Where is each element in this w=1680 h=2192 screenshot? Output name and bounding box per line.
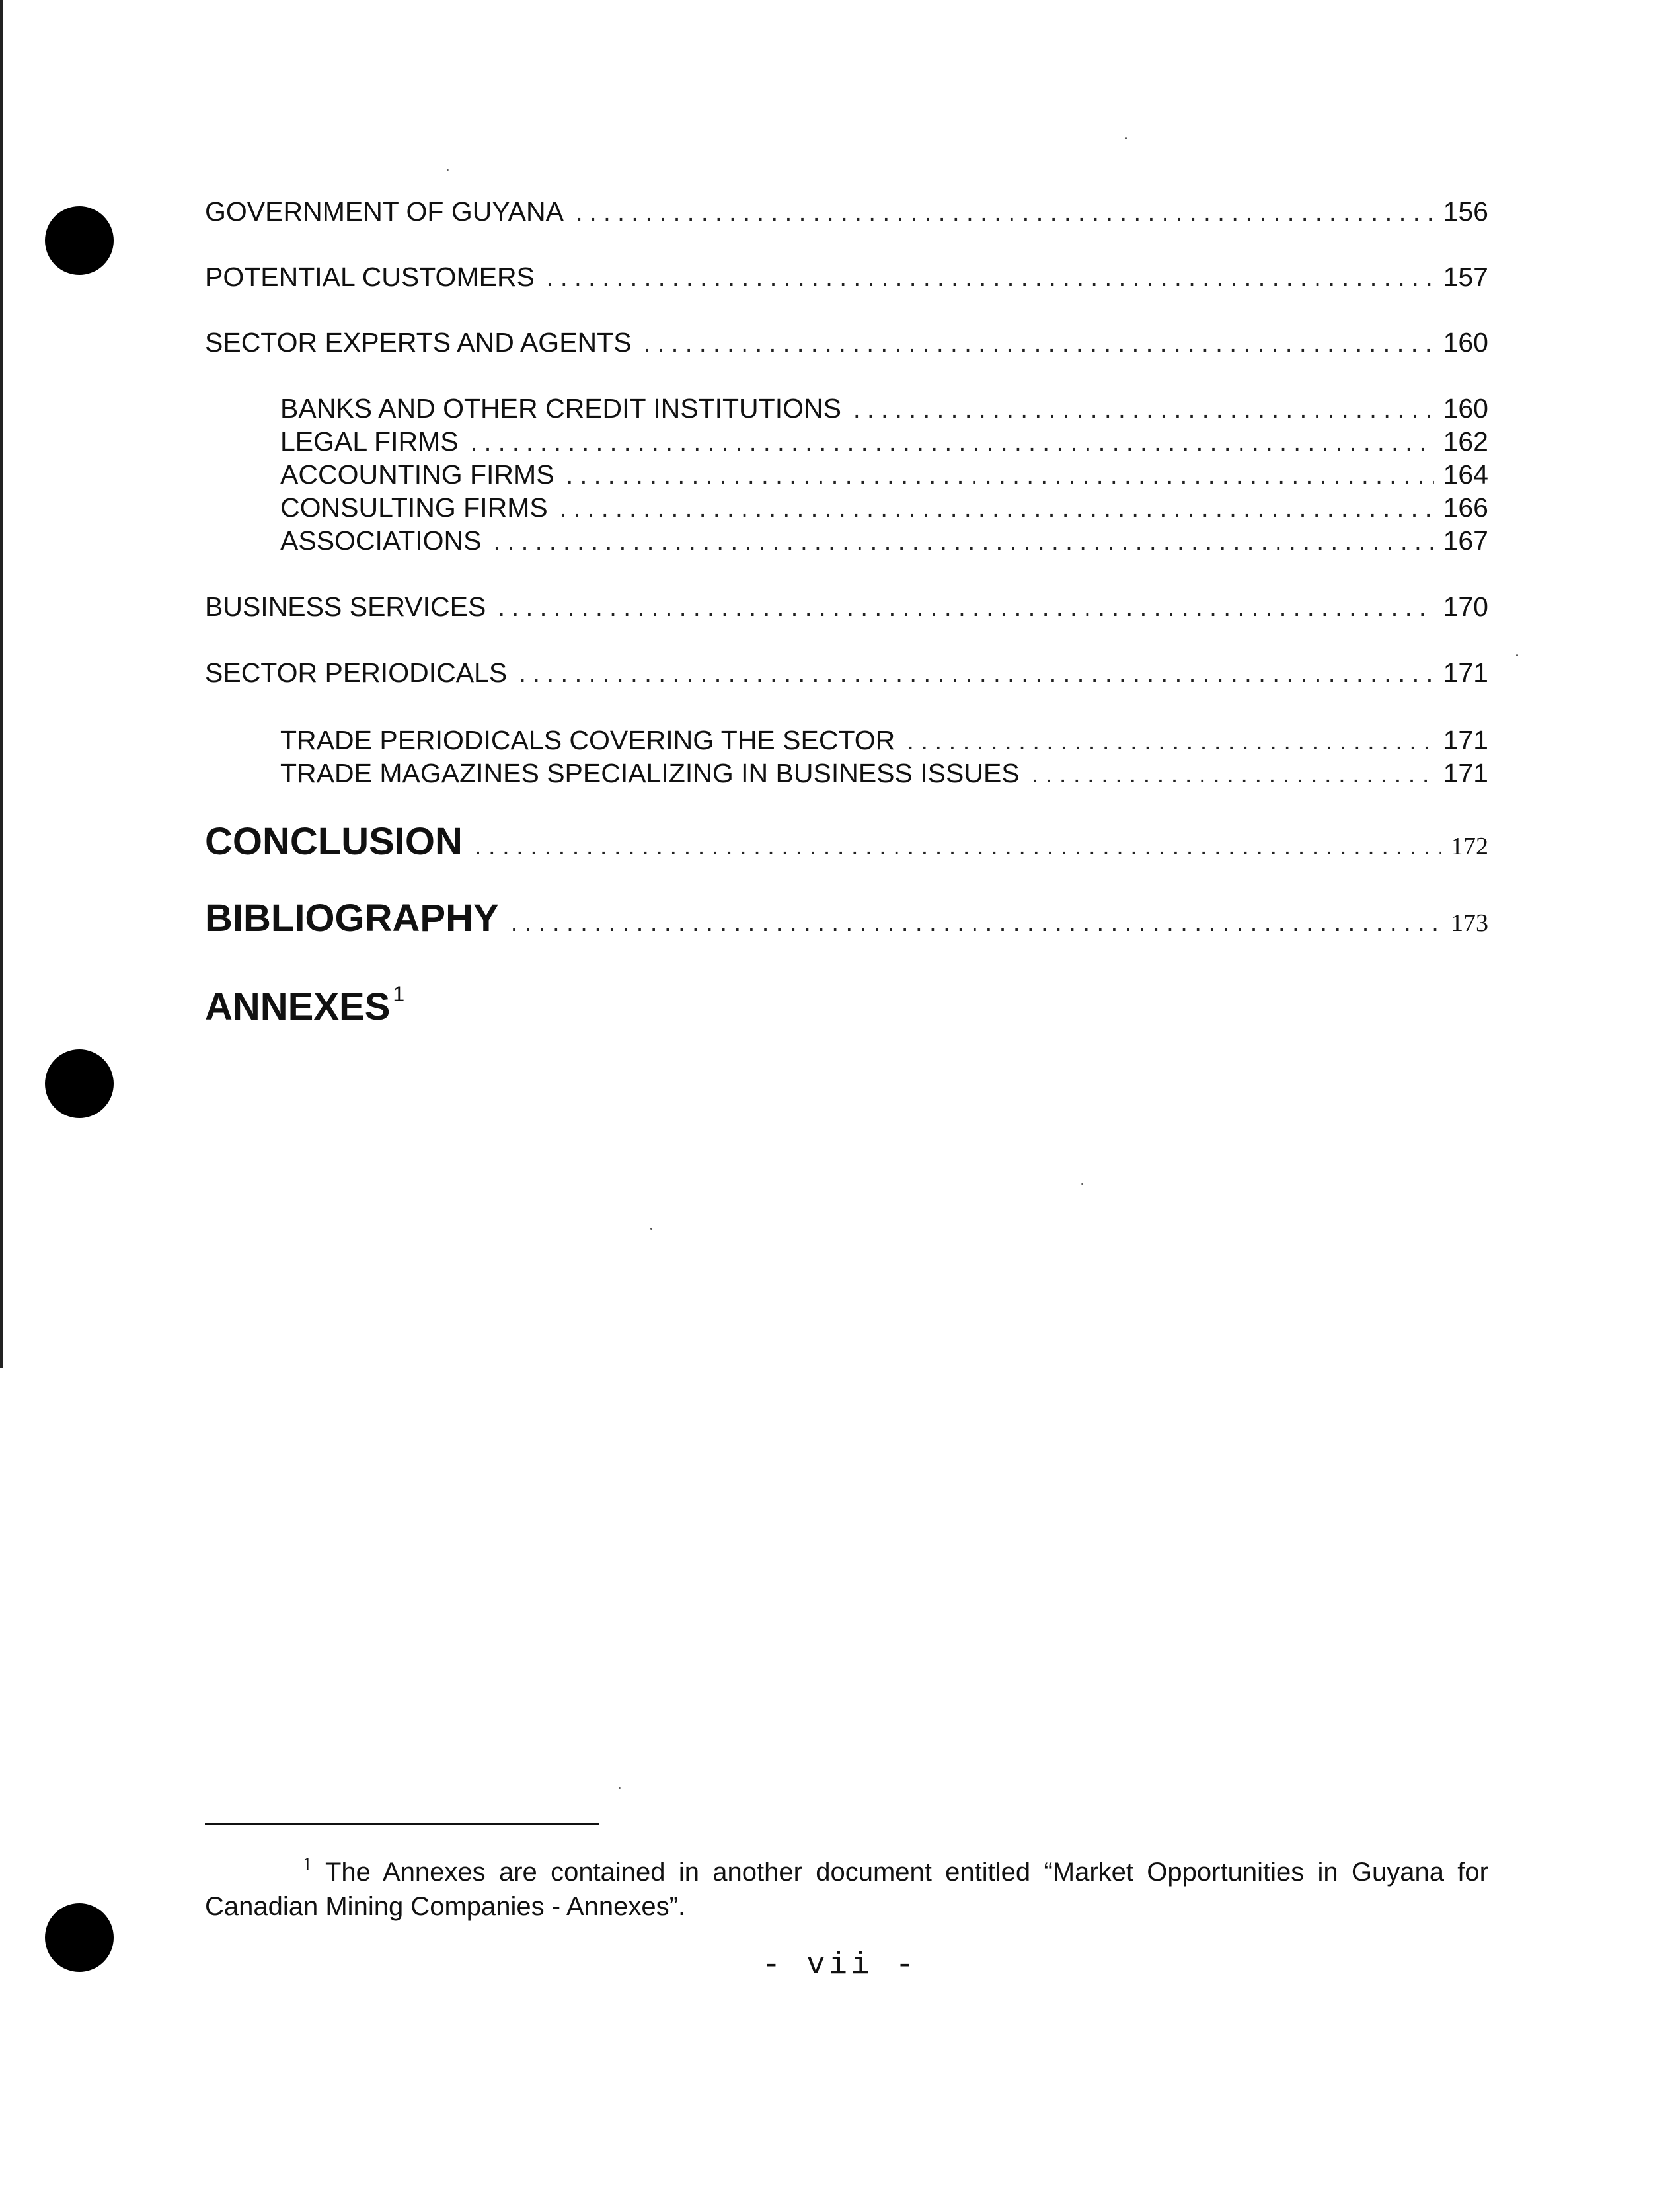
- toc-entry-page: 166: [1443, 492, 1488, 523]
- dot-leader: [547, 262, 1434, 294]
- scan-speck: [650, 1228, 652, 1230]
- dot-leader: [566, 460, 1434, 492]
- punch-hole: [45, 1049, 114, 1118]
- toc-entry: [205, 326, 1488, 359]
- scan-speck: [1125, 137, 1127, 139]
- dot-leader: [498, 592, 1433, 624]
- toc-chapter: [205, 819, 1488, 869]
- toc-subentry: [280, 492, 1488, 525]
- toc-entry: [205, 196, 1488, 229]
- dot-leader: [511, 901, 1441, 946]
- toc-entry-label: LEGAL FIRMS: [280, 426, 459, 457]
- toc-entry-label: CONSULTING FIRMS: [280, 492, 548, 523]
- toc-entry-page: 157: [1443, 262, 1488, 292]
- toc-entry-label: BANKS AND OTHER CREDIT INSTITUTIONS: [280, 393, 841, 424]
- toc-entry-page: 171: [1443, 758, 1488, 788]
- toc-chapter-page: 173: [1451, 909, 1488, 937]
- dot-leader: [853, 394, 1434, 426]
- toc-chapter-page: 172: [1451, 833, 1488, 860]
- toc-entry-page: 162: [1443, 426, 1488, 457]
- dot-leader: [519, 658, 1433, 690]
- toc-annexes-label: ANNEXES: [205, 985, 391, 1028]
- toc-subentry: [280, 525, 1488, 558]
- scan-speck: [1516, 654, 1518, 656]
- toc-subentry: [280, 393, 1488, 426]
- toc-entry-label: TRADE MAGAZINES SPECIALIZING IN BUSINESS ISSUES: [280, 758, 1020, 788]
- toc-entry-page: 160: [1443, 393, 1488, 424]
- dot-leader: [576, 197, 1434, 229]
- toc-entry-label: ASSOCIATIONS: [280, 525, 482, 556]
- toc-entry-label: SECTOR EXPERTS AND AGENTS: [205, 327, 632, 358]
- dot-leader: [560, 493, 1434, 525]
- toc-subentry: [280, 757, 1488, 790]
- toc-entry: [205, 657, 1488, 690]
- toc-chapter-label: BIBLIOGRAPHY: [205, 897, 499, 940]
- dot-leader: [644, 328, 1434, 359]
- toc-entry: [205, 591, 1488, 624]
- toc-subentry: [280, 426, 1488, 459]
- toc-subentry: [280, 459, 1488, 492]
- toc-entry-page: 171: [1443, 658, 1488, 688]
- scan-speck: [447, 169, 449, 171]
- footnote-reference: 1: [393, 982, 405, 1006]
- toc-entry-page: 171: [1443, 725, 1488, 755]
- toc-entry-label: TRADE PERIODICALS COVERING THE SECTOR: [280, 725, 896, 755]
- toc-entry-label: ACCOUNTING FIRMS: [280, 459, 554, 490]
- dot-leader: [494, 526, 1434, 558]
- toc-chapter-label: CONCLUSION: [205, 820, 463, 863]
- footnote: [205, 1848, 1488, 1924]
- scan-speck: [1081, 1183, 1083, 1185]
- toc-entry-page: 170: [1443, 591, 1488, 622]
- toc-chapter: [205, 896, 1488, 946]
- footnote-separator: [205, 1823, 599, 1825]
- toc-annexes: [205, 971, 404, 1030]
- toc-subentry: [280, 724, 1488, 757]
- toc-entry-page: 156: [1443, 196, 1488, 227]
- footnote-text: The Annexes are contained in another document entitled “Market Opportunities in Guyana for Canadian Mining Companies - Annexes”.: [205, 1858, 1488, 1921]
- toc-entry-label: POTENTIAL CUSTOMERS: [205, 262, 535, 292]
- dot-leader: [471, 427, 1434, 459]
- toc-entry-page: 160: [1443, 327, 1488, 358]
- toc-entry-page: 167: [1443, 525, 1488, 556]
- toc-entry-label: GOVERNMENT OF GUYANA: [205, 196, 564, 227]
- dot-leader: [907, 726, 1433, 757]
- toc-entry-label: SECTOR PERIODICALS: [205, 658, 508, 688]
- punch-hole: [45, 206, 114, 275]
- dot-leader: [1032, 759, 1434, 790]
- scan-left-edge: [0, 0, 3, 1368]
- toc-entry-page: 164: [1443, 459, 1488, 490]
- footnote-number: 1: [303, 1854, 312, 1875]
- toc-entry: [205, 261, 1488, 294]
- dot-leader: [475, 824, 1441, 869]
- page-number: - vii -: [762, 1948, 918, 1983]
- toc-entry-label: BUSINESS SERVICES: [205, 591, 486, 622]
- scan-speck: [619, 1787, 621, 1789]
